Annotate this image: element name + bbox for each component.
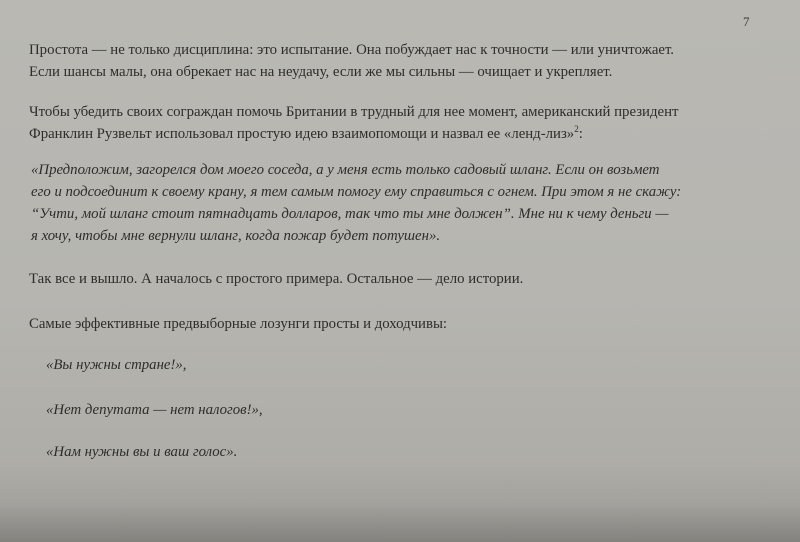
slogan-item: «Нет депутата — нет налогов!», [46, 402, 263, 418]
page-shadow [0, 502, 800, 542]
paragraph-line: Если шансы малы, она обрекает нас на неудачу, если же мы сильны — очищает и укрепляет. [29, 64, 613, 80]
paragraph-text: Франклин Рузвельт использовал простую идею взаимопомощи и назвал ее «ленд-лиз» [29, 126, 575, 142]
paragraph-line: Самые эффективные предвыборные лозунги просты и доходчивы: [29, 316, 448, 332]
quote-line: его и подсоединит к своему крану, я тем самым помогу ему справиться с огнем. При этом я не скажу: [31, 184, 682, 200]
punctuation: : [578, 126, 583, 142]
page-number: 7 [743, 14, 750, 29]
paragraph-line: Чтобы убедить своих сограждан помочь Британии в трудный для нее момент, американский президент [29, 104, 679, 120]
quote-line: «Предположим, загорелся дом моего соседа, а у меня есть только садовый шланг. Если он возьмет [31, 162, 660, 178]
quote-line: “Учти, мой шланг стоит пятнадцать долларов, так что ты мне должен”. Мне ни к чему деньги — [31, 206, 669, 222]
quote-block [31, 159, 756, 247]
paragraph-line: Простота — не только дисциплина: это испытание. Она побуждает нас к точности — или уничтожает. [29, 42, 675, 58]
slogan-item: «Вы нужны стране!», [46, 357, 187, 373]
slogan-item: «Нам нужны вы и ваш голос». [46, 444, 238, 460]
paragraph-slogans-intro [29, 313, 754, 335]
paragraph-simplicity [29, 39, 754, 83]
quote-line: я хочу, чтобы мне вернули шланг, когда пожар будет потушен». [31, 228, 441, 244]
footnote-reference: 2 [574, 124, 579, 135]
paragraph-roosevelt [29, 101, 754, 145]
paragraph-line-with-footnote [29, 123, 754, 145]
paragraph-line: Так все и вышло. А началось с простого примера. Остальное — дело истории. [29, 271, 524, 287]
paragraph-history [29, 268, 754, 290]
